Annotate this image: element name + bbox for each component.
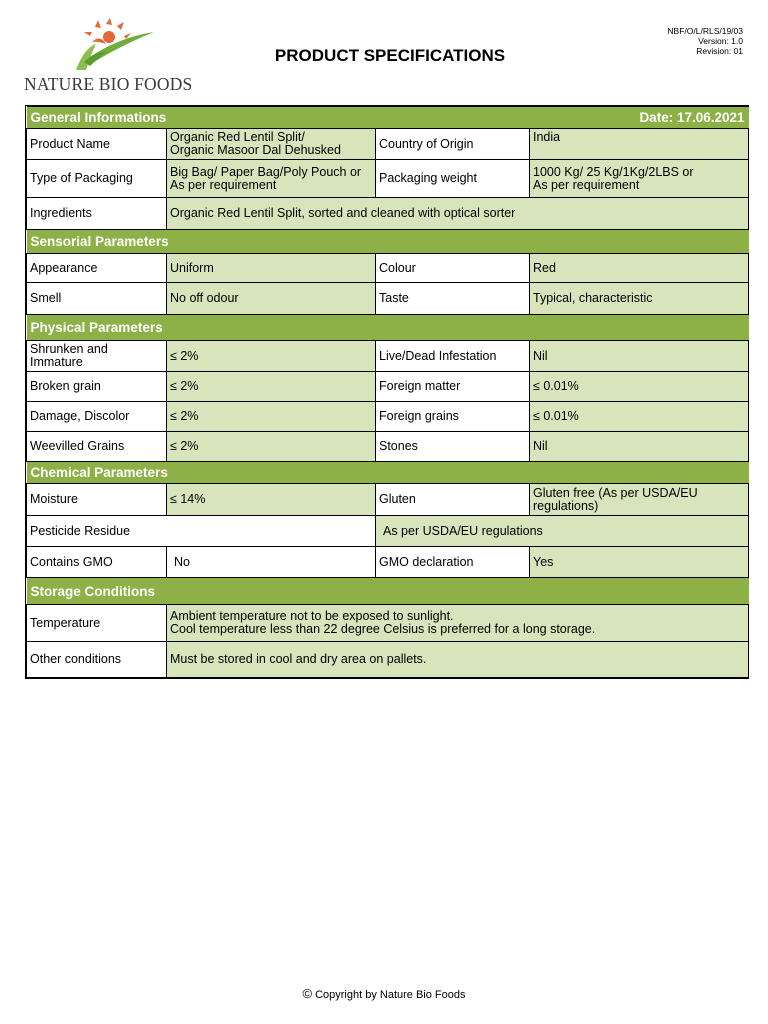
- value-line: Gluten free (As per USDA/EU: [533, 485, 698, 500]
- value-line: As per requirement: [533, 177, 640, 192]
- taste-value: Typical, characteristic: [530, 283, 749, 315]
- section-header-sensorial: [27, 230, 749, 254]
- field-label: Gluten: [376, 484, 530, 516]
- ingredients-value: Organic Red Lentil Split, sorted and cleaned with optical sorter: [167, 198, 749, 230]
- table-row: [27, 341, 749, 372]
- field-label: Ingredients: [27, 198, 167, 230]
- table-row: [27, 642, 749, 678]
- value-line: 1000 Kg/ 25 Kg/1Kg/2LBS or: [533, 164, 694, 179]
- gmo-value: No: [167, 547, 376, 578]
- appearance-value: Uniform: [167, 254, 376, 283]
- section-title: Sensorial Parameters: [27, 230, 749, 254]
- table-row: [27, 129, 749, 160]
- field-label: Broken grain: [27, 372, 167, 402]
- section-title: General Informations: [27, 107, 376, 129]
- gmo-declaration-value: Yes: [530, 547, 749, 578]
- value-line: regulations): [533, 498, 599, 513]
- pesticide-value: As per USDA/EU regulations: [376, 516, 749, 547]
- moisture-value: ≤ 14%: [167, 484, 376, 516]
- value-line: Ambient temperature not to be exposed to sunlight.: [170, 609, 454, 623]
- field-label: Packaging weight: [376, 160, 530, 198]
- field-label: Appearance: [27, 254, 167, 283]
- field-label: Temperature: [27, 605, 167, 642]
- field-value: ≤ 0.01%: [530, 402, 749, 432]
- copyright-text: Copyright by Nature Bio Foods: [315, 989, 466, 1001]
- table-row: [27, 516, 749, 547]
- field-label: Colour: [376, 254, 530, 283]
- field-label: GMO declaration: [376, 547, 530, 578]
- field-label: Other conditions: [27, 642, 167, 678]
- temperature-value: [167, 605, 749, 642]
- field-label: Type of Packaging: [27, 160, 167, 198]
- copyright-icon: ©: [302, 986, 313, 1001]
- section-header-physical: [27, 315, 749, 341]
- section-header-general: [27, 107, 749, 129]
- field-label: Taste: [376, 283, 530, 315]
- table-row: [27, 198, 749, 230]
- table-row: [27, 432, 749, 462]
- field-label: Damage, Discolor: [27, 402, 167, 432]
- value-line: As per requirement: [170, 177, 277, 192]
- field-value: ≤ 2%: [167, 341, 376, 372]
- field-value: Nil: [530, 432, 749, 462]
- section-header-chemical: [27, 462, 749, 484]
- field-label: Weevilled Grains: [27, 432, 167, 462]
- table-row: [27, 160, 749, 198]
- document-version: Version: 1.0: [698, 36, 743, 46]
- page-title: PRODUCT SPECIFICATIONS: [274, 46, 506, 65]
- company-name: NATURE BIO FOODS: [24, 74, 193, 94]
- field-value: ≤ 2%: [167, 372, 376, 402]
- packaging-weight-value: [530, 160, 749, 198]
- field-label: Pesticide Residue: [27, 516, 376, 547]
- field-label: Shrunken and Immature: [27, 341, 167, 372]
- field-label: Contains GMO: [27, 547, 167, 578]
- field-label: Smell: [27, 283, 167, 315]
- table-row: [27, 484, 749, 516]
- field-label: Country of Origin: [376, 129, 530, 160]
- table-row: [27, 547, 749, 578]
- smell-value: No off odour: [167, 283, 376, 315]
- copyright-footer: [0, 986, 768, 1001]
- section-title: Storage Conditions: [27, 578, 749, 605]
- country-value: India: [530, 129, 749, 160]
- field-label: Stones: [376, 432, 530, 462]
- table-row: [27, 283, 749, 315]
- field-value: ≤ 2%: [167, 402, 376, 432]
- field-value: ≤ 0.01%: [530, 372, 749, 402]
- table-row: [27, 372, 749, 402]
- section-title: Chemical Parameters: [27, 462, 749, 484]
- colour-value: Red: [530, 254, 749, 283]
- table-row: [27, 605, 749, 642]
- packaging-type-value: [167, 160, 376, 198]
- field-value: Nil: [530, 341, 749, 372]
- section-header-storage: [27, 578, 749, 605]
- value-line: Big Bag/ Paper Bag/Poly Pouch or: [170, 164, 362, 179]
- value-line: Organic Red Lentil Split/: [170, 130, 305, 144]
- field-label: Product Name: [27, 129, 167, 160]
- value-line: Organic Masoor Dal Dehusked: [170, 143, 341, 157]
- field-label: Foreign grains: [376, 402, 530, 432]
- value-line: Cool temperature less than 22 degree Celsius is preferred for a long storage.: [170, 622, 596, 636]
- specification-table: [25, 105, 749, 679]
- table-row: [27, 402, 749, 432]
- document-date: Date: 17.06.2021: [376, 107, 749, 129]
- field-label: Moisture: [27, 484, 167, 516]
- gluten-value: [530, 484, 749, 516]
- document-reference: [667, 26, 743, 56]
- other-conditions-value: Must be stored in cool and dry area on pallets.: [167, 642, 749, 678]
- document-code: NBF/O/L/RLS/19/03: [667, 26, 743, 36]
- section-title: Physical Parameters: [27, 315, 749, 341]
- field-label: Foreign matter: [376, 372, 530, 402]
- field-value: ≤ 2%: [167, 432, 376, 462]
- table-row: [27, 254, 749, 283]
- product-name-value: [167, 129, 376, 160]
- field-label: Live/Dead Infestation: [376, 341, 530, 372]
- document-revision: Revision: 01: [696, 46, 743, 56]
